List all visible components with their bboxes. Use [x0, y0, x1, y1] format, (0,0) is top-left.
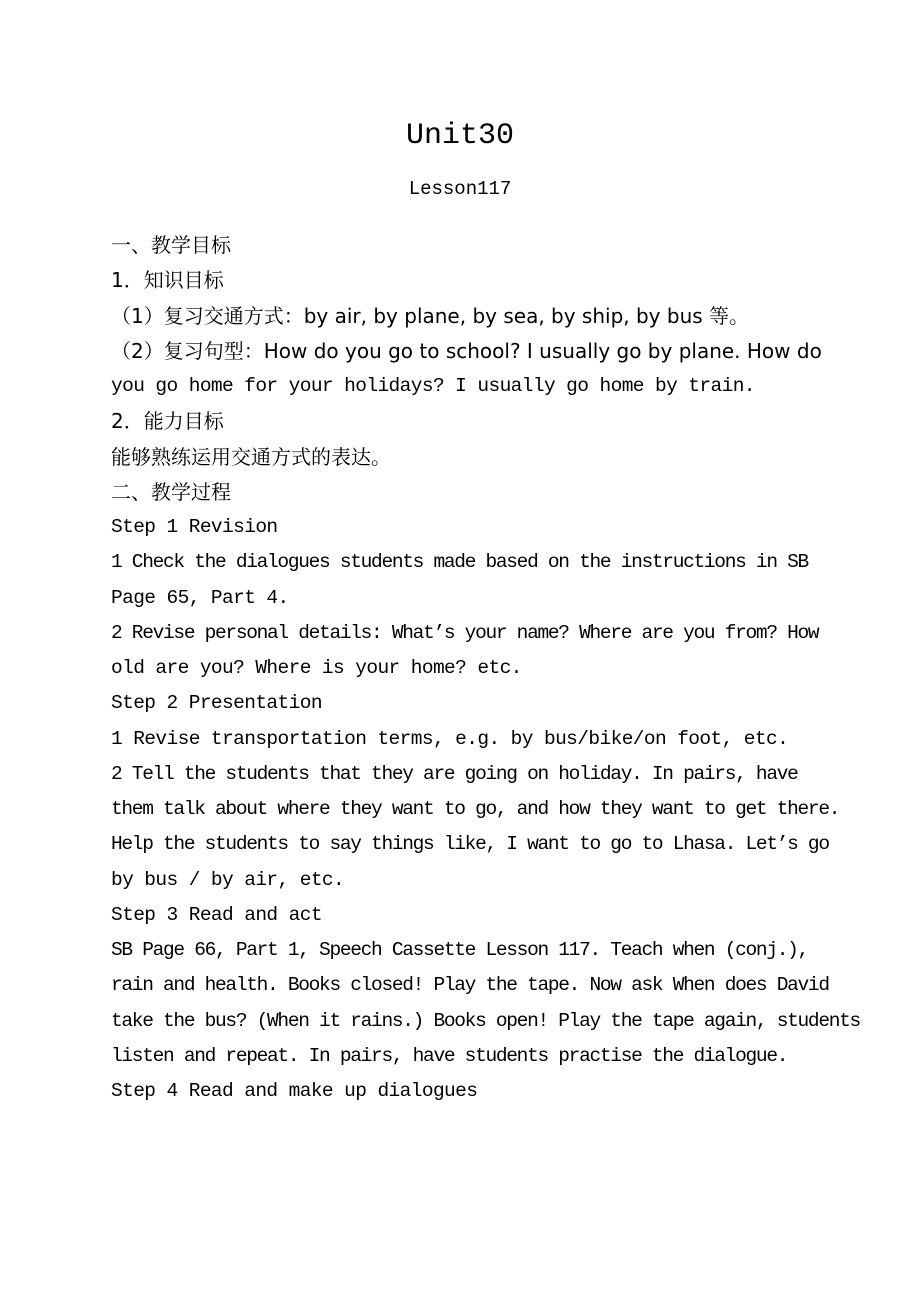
paragraph-line: 1 Revise transportation terms, e.g. by bus/bike/on foot, etc.: [111, 727, 789, 750]
paragraph-line: by bus / by air, etc.: [111, 868, 345, 891]
document-subtitle: Lesson117: [408, 178, 512, 200]
paragraph-line: 能够熟练运用交通方式的表达。: [111, 444, 391, 469]
paragraph-line: you go home for your holidays? I usually go home by train.: [111, 375, 755, 397]
paragraph-line: 2 Tell the students that they are going on holiday. In pairs, have: [111, 762, 798, 785]
document-title: Unit30: [405, 119, 515, 153]
step-heading-1: Step 1 Revision: [111, 516, 278, 538]
section-heading-teaching-objectives: 一、教学目标: [111, 233, 231, 257]
objective-item-2: （2）复习句型：How do you go to school? I usually go by plane. How do: [111, 338, 822, 363]
paragraph-line: 1 Check the dialogues students made based on the instructions in SB: [111, 551, 808, 574]
objective-item-1: （1）复习交通方式：by air, by plane, by sea, by ship, by bus 等。: [111, 303, 750, 328]
step-heading-2: Step 2 Presentation: [111, 692, 322, 715]
paragraph-line: SB Page 66, Part 1, Speech Cassette Lesson 117. Teach when (conj.),: [111, 939, 808, 961]
subheading-ability-objectives: 2．能力目标: [111, 409, 224, 434]
paragraph-line: Help the students to say things like, I want to go to Lhasa. Let’s go: [111, 833, 829, 856]
paragraph-line: rain and health. Books closed! Play the tape. Now ask When does David: [111, 974, 829, 997]
step-heading-4: Step 4 Read and make up dialogues: [111, 1080, 478, 1102]
paragraph-line: listen and repeat. In pairs, have students practise the dialogue.: [111, 1044, 788, 1067]
document-body: [111, 228, 860, 1109]
paragraph-line: 2 Revise personal details: What’s your name? Where are you from? How: [111, 621, 819, 644]
paragraph-line: Page 65, Part 4.: [111, 586, 289, 609]
paragraph-line: them talk about where they want to go, and how they want to get there.: [111, 798, 840, 820]
step-heading-3: Step 3 Read and act: [111, 903, 322, 926]
paragraph-line: take the bus? (When it rains.) Books open! Play the tape again, students: [111, 1009, 860, 1032]
subheading-knowledge-objectives: 1．知识目标: [111, 268, 224, 293]
paragraph-line: old are you? Where is your home? etc.: [111, 657, 522, 679]
section-heading-teaching-process: 二、教学过程: [111, 479, 231, 504]
